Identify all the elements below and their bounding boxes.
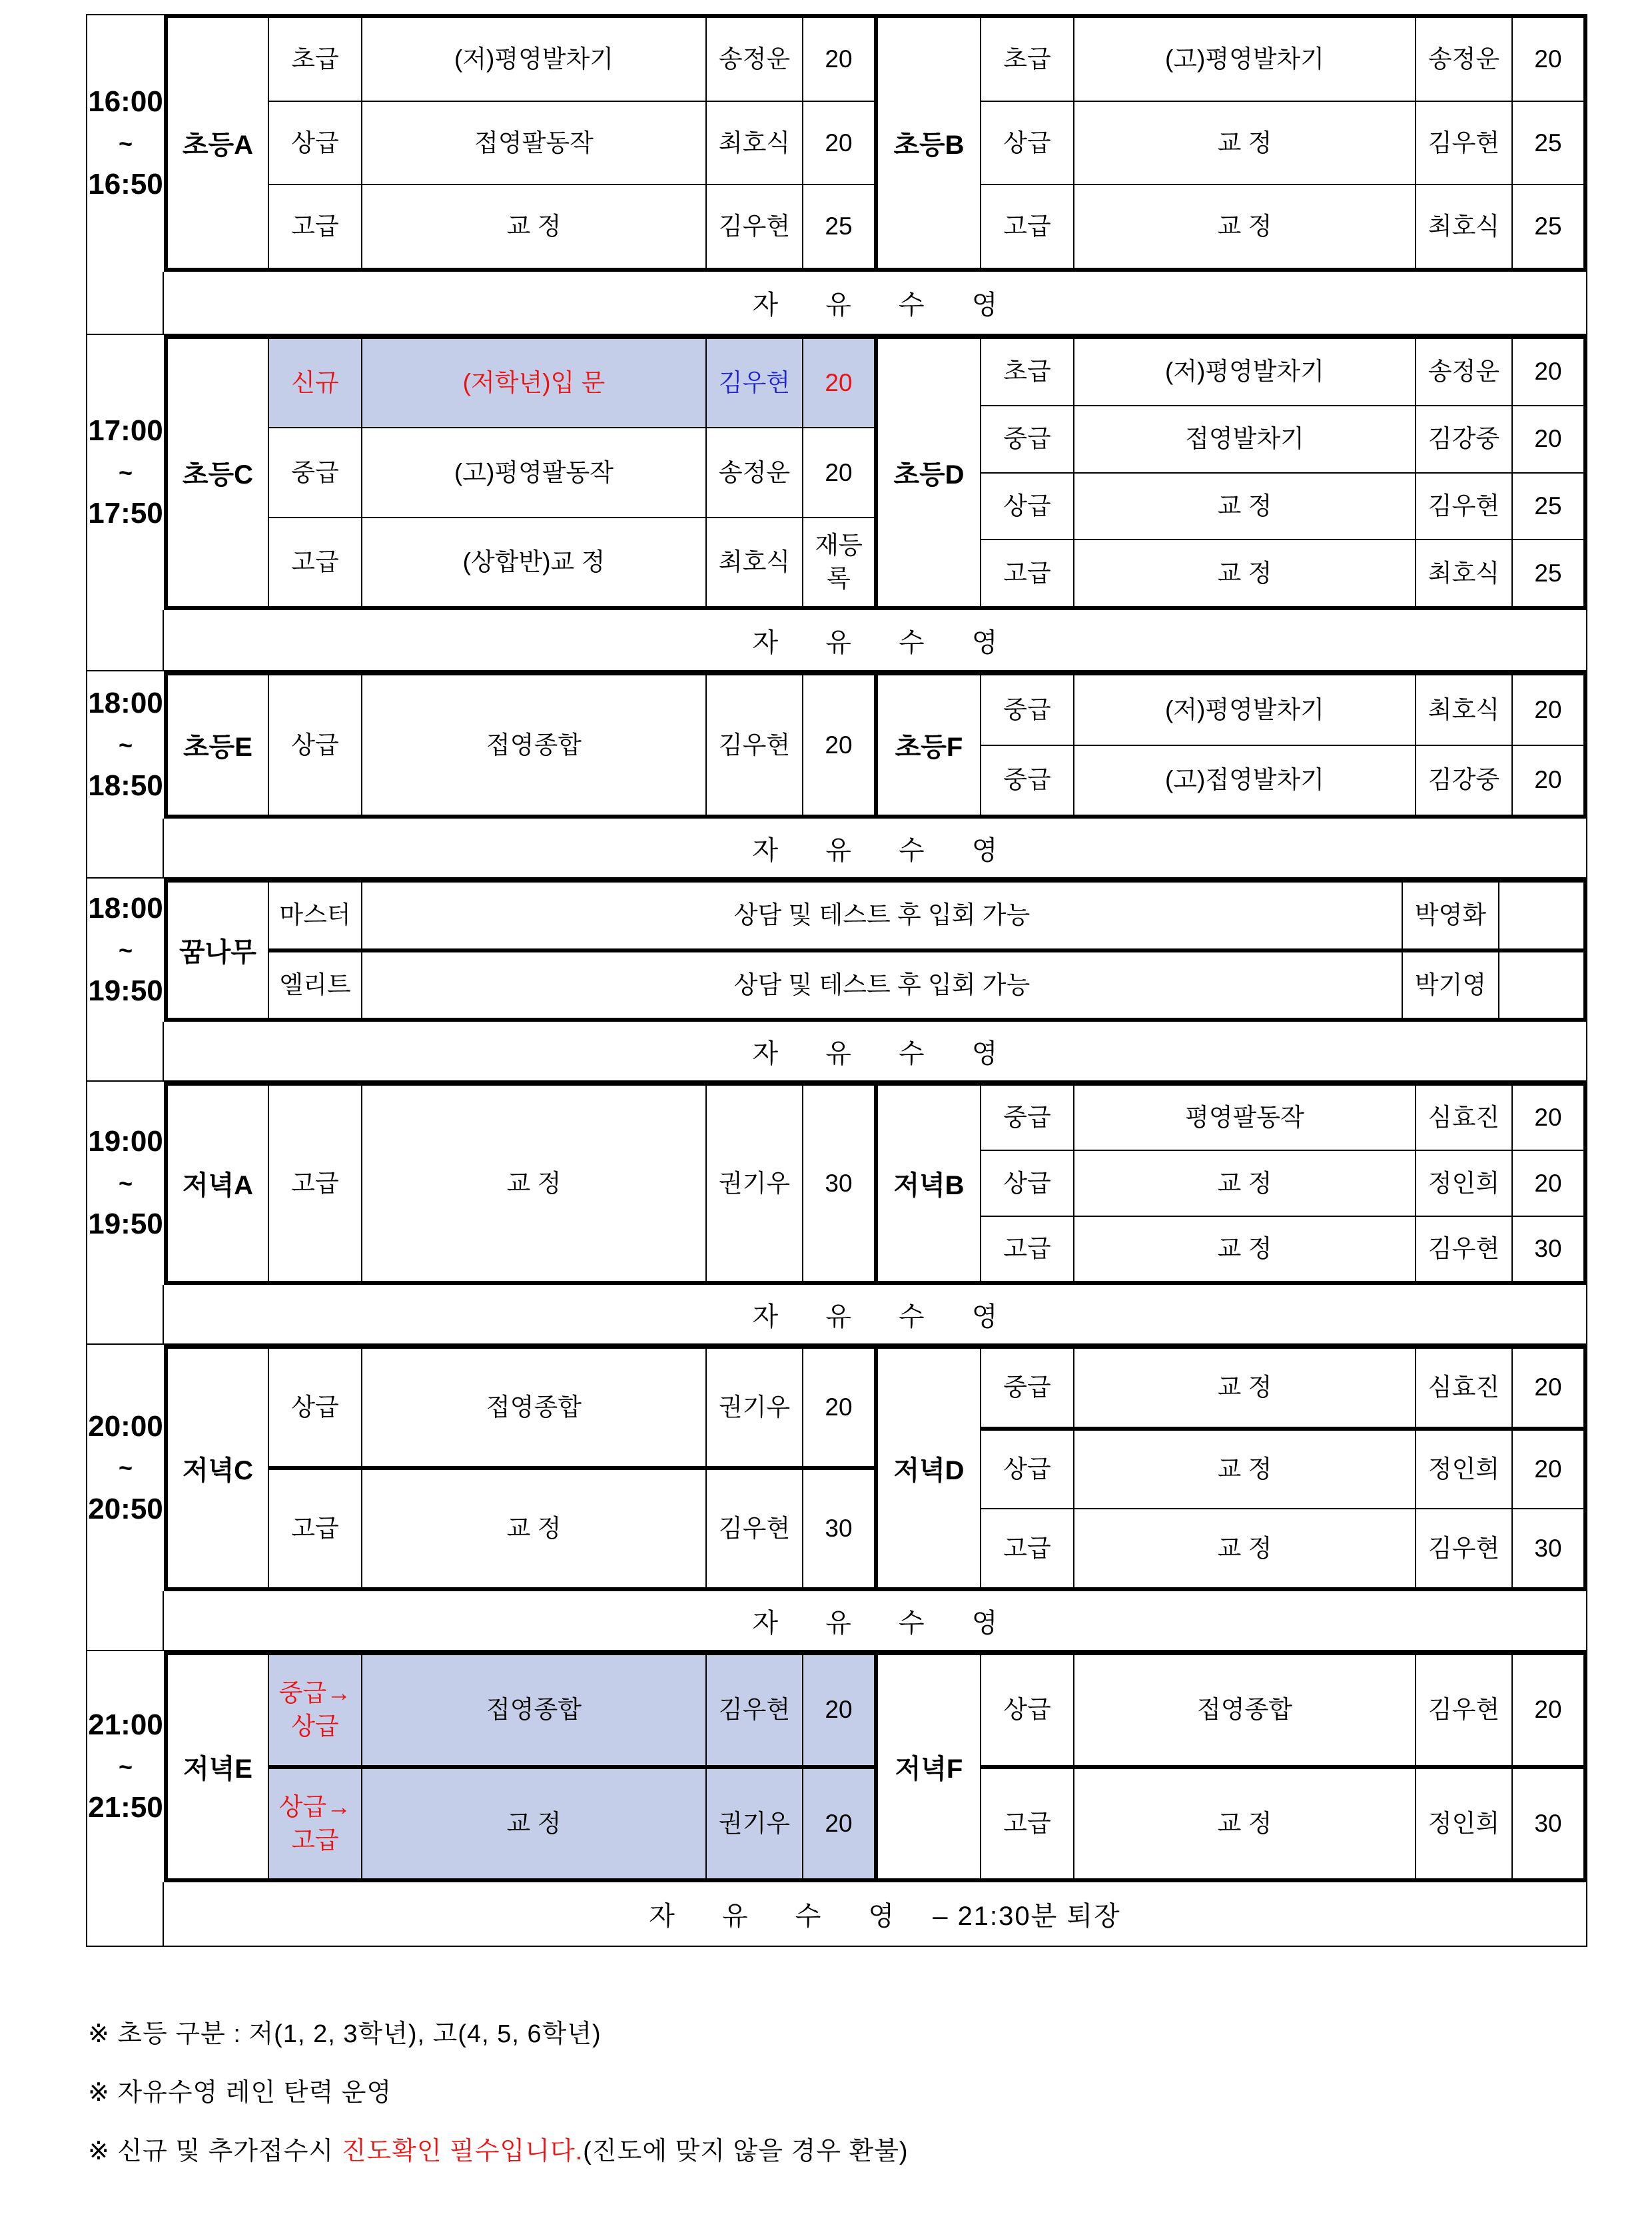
level-cell: 고급 [981, 1769, 1074, 1879]
course-cell: 교 정 [1074, 1217, 1416, 1281]
course-cell: 교 정 [1074, 1151, 1416, 1215]
level-cell: 중급 [981, 1349, 1074, 1427]
level-cell: 고급 [269, 518, 362, 606]
table-row [981, 1769, 1583, 1879]
time-column-empty [86, 272, 164, 335]
table-row [981, 474, 1583, 541]
table-row [981, 1349, 1583, 1431]
course-cell: (저)평영발차기 [362, 18, 707, 101]
block-left-half [168, 1349, 874, 1587]
instructor-cell: 권기우 [707, 1769, 803, 1879]
table-row [269, 675, 874, 815]
time-end: 18:50 [88, 769, 163, 803]
table-row [981, 339, 1583, 406]
table-row [269, 185, 874, 268]
time-start: 19:00 [88, 1125, 163, 1158]
level-cell: 중급 [981, 746, 1074, 815]
count-cell: 20 [1534, 1169, 1562, 1197]
level-cell: 중급→상급 [269, 1655, 362, 1765]
time-end: 17:50 [88, 497, 163, 530]
course-cell: 상담 및 테스트 후 입회 가능 [362, 883, 1403, 948]
time-band-2000 [86, 1345, 1587, 1591]
block-left-half [168, 675, 874, 815]
free-swim-label: 자 유 수 영 [752, 290, 1018, 320]
table-row [269, 1470, 874, 1587]
time-tilde: ~ [118, 1752, 133, 1780]
count-cell: 20 [1534, 425, 1562, 453]
instructor-cell: 김강중 [1416, 746, 1513, 815]
instructor-cell: 최호식 [707, 518, 803, 606]
count-cell: 30 [1534, 1234, 1562, 1262]
instructor-cell: 정인희 [1416, 1431, 1513, 1509]
instructor-cell: 박영화 [1403, 883, 1499, 948]
course-cell: 교 정 [362, 185, 707, 268]
table-row [981, 406, 1583, 474]
count-cell: 20 [803, 1655, 874, 1765]
free-swim-label: 자 유 수 영 [752, 1301, 1018, 1331]
course-cell: 평영팔동작 [1074, 1086, 1416, 1150]
count-cell: 20 [1534, 1373, 1562, 1401]
free-swim-label: 자 유 수 영 [752, 1038, 1018, 1068]
level-cell: 상급→고급 [269, 1769, 362, 1879]
block-left-half [168, 1655, 874, 1878]
level-cell: 신규 [269, 339, 362, 427]
group-label: 꿈나무 [168, 883, 269, 1018]
time-label [86, 879, 164, 1022]
free-swim-label: 자 유 수 영 [752, 835, 1018, 865]
instructor-cell: 심효진 [1416, 1086, 1513, 1150]
count-cell: 20 [803, 339, 874, 427]
count-cell: 재등록 [815, 531, 863, 592]
table-row [981, 1151, 1583, 1216]
count-cell: 20 [1534, 45, 1562, 73]
note-line: ※ 자유수영 레인 탄력 운영 [88, 2079, 392, 2107]
time-end: 21:50 [88, 1791, 163, 1824]
time-start: 16:00 [88, 85, 163, 119]
block-wide [168, 883, 1583, 1018]
count-cell: 20 [1534, 1696, 1562, 1724]
level-cell: 상급 [981, 1655, 1074, 1765]
time-tilde: ~ [118, 936, 133, 964]
group-label: 저녁C [168, 1349, 269, 1587]
table-row-level-up-highlight [269, 1769, 874, 1879]
course-cell: 접영종합 [362, 675, 707, 815]
free-swim-label: 자 유 수 영 [752, 1608, 1018, 1638]
course-cell: (저)평영발차기 [1074, 339, 1416, 405]
class-block [164, 1345, 1587, 1591]
schedule-table [86, 14, 1587, 1947]
course-cell: 교 정 [362, 1086, 707, 1281]
table-row [981, 102, 1583, 186]
course-cell: 접영종합 [362, 1655, 707, 1765]
table-row [981, 185, 1583, 268]
class-block [164, 14, 1587, 272]
time-label [86, 1651, 164, 1882]
time-end: 19:50 [88, 1208, 163, 1241]
instructor-cell: 김우현 [1416, 102, 1513, 185]
time-tilde: ~ [118, 731, 133, 759]
instructor-cell: 심효진 [1416, 1349, 1513, 1427]
table-row [981, 1431, 1583, 1510]
course-cell: (저)평영발차기 [1074, 675, 1416, 745]
count-cell: 20 [1534, 358, 1562, 386]
course-cell: 교 정 [362, 1470, 707, 1587]
instructor-cell: 권기우 [707, 1086, 803, 1281]
free-swim-row [164, 1285, 1587, 1345]
time-label [86, 1345, 164, 1591]
instructor-cell: 송정운 [1416, 339, 1513, 405]
table-row-level-up-highlight [269, 1655, 874, 1769]
time-column-empty [86, 1285, 164, 1345]
time-tilde: ~ [118, 458, 133, 486]
level-cell: 중급 [269, 428, 362, 516]
count-cell: 20 [1534, 695, 1562, 723]
count-cell: 25 [825, 212, 853, 240]
time-label [86, 14, 164, 272]
group-label: 초등E [168, 675, 269, 815]
course-cell: (저학년)입 문 [362, 339, 707, 427]
count-cell: 25 [1534, 492, 1562, 520]
count-cell: 20 [825, 129, 853, 157]
course-cell: (상합반)교 정 [362, 518, 707, 606]
level-cell: 고급 [269, 185, 362, 268]
level-cell: 엘리트 [269, 952, 362, 1018]
course-cell: (고)평영팔동작 [362, 428, 707, 516]
count-cell: 30 [825, 1169, 853, 1197]
group-label: 저녁F [878, 1655, 981, 1878]
time-start: 20:00 [88, 1409, 163, 1443]
course-cell: 교 정 [1074, 185, 1416, 268]
free-swim-row [164, 1022, 1587, 1082]
free-swim-band [86, 1285, 1587, 1345]
level-cell: 중급 [981, 1086, 1074, 1150]
free-swim-row [164, 610, 1587, 671]
instructor-cell: 박기영 [1403, 952, 1499, 1018]
table-row [981, 1655, 1583, 1769]
count-cell: 20 [825, 1393, 853, 1421]
block-left-half [168, 18, 874, 268]
table-row [269, 952, 1583, 1018]
block-left-half [168, 1086, 874, 1281]
group-label: 저녁A [168, 1086, 269, 1281]
block-right-half [874, 1349, 1583, 1587]
course-cell: 교 정 [1074, 1509, 1416, 1587]
level-cell: 고급 [981, 1509, 1074, 1587]
count-cell: 20 [825, 731, 853, 759]
level-cell: 중급 [981, 675, 1074, 745]
instructor-cell: 김우현 [707, 185, 803, 268]
count-cell: 20 [1534, 766, 1562, 794]
count-cell: 20 [825, 458, 853, 486]
table-row [981, 540, 1583, 606]
level-cell: 상급 [981, 1431, 1074, 1509]
level-cell: 고급 [269, 1086, 362, 1281]
table-row [269, 102, 874, 186]
note-red-warning: 진도확인 필수입니다. [341, 2137, 584, 2165]
free-swim-band [86, 272, 1587, 335]
table-row [269, 1086, 874, 1281]
time-column-empty [86, 610, 164, 671]
instructor-cell: 김우현 [707, 675, 803, 815]
time-start: 17:00 [88, 414, 163, 448]
free-swim-label: 자 유 수 영 [649, 1902, 915, 1931]
free-swim-band [86, 610, 1587, 671]
count-cell: 30 [1534, 1534, 1562, 1562]
free-swim-row [164, 819, 1587, 879]
table-row [981, 18, 1583, 102]
level-cell: 상급 [981, 102, 1074, 185]
level-cell: 고급 [981, 185, 1074, 268]
level-cell: 고급 [269, 1470, 362, 1587]
course-cell: 교 정 [1074, 1769, 1416, 1879]
course-cell: 교 정 [1074, 540, 1416, 606]
time-band-1600 [86, 14, 1587, 272]
time-tilde: ~ [118, 1169, 133, 1197]
time-column-empty [86, 1882, 164, 1947]
free-swim-row [164, 1591, 1587, 1651]
time-label [86, 1082, 164, 1285]
group-label: 초등A [168, 18, 269, 268]
count-cell: 25 [1534, 212, 1562, 240]
instructor-cell: 김우현 [1416, 1509, 1513, 1587]
time-start: 18:00 [88, 687, 163, 720]
count-cell [1499, 883, 1583, 948]
level-cell: 고급 [981, 540, 1074, 606]
free-swim-band [86, 1022, 1587, 1082]
level-cell: 상급 [981, 1151, 1074, 1215]
table-row [269, 428, 874, 518]
count-cell: 30 [825, 1515, 853, 1543]
count-cell: 20 [1534, 1455, 1562, 1483]
course-cell: 교 정 [1074, 474, 1416, 540]
table-row [981, 1509, 1583, 1587]
table-row [269, 18, 874, 102]
course-cell: 교 정 [362, 1769, 707, 1879]
instructor-cell: 최호식 [1416, 540, 1513, 606]
level-cell: 상급 [269, 1349, 362, 1466]
instructor-cell: 김우현 [1416, 1655, 1513, 1765]
instructor-cell: 김강중 [1416, 406, 1513, 472]
time-start: 18:00 [88, 892, 163, 925]
time-start: 21:00 [88, 1708, 163, 1742]
level-cell: 고급 [981, 1217, 1074, 1281]
time-tilde: ~ [118, 1454, 133, 1482]
count-cell: 20 [1534, 1104, 1562, 1132]
course-cell: 교 정 [1074, 102, 1416, 185]
group-label: 저녁B [878, 1086, 981, 1281]
note-line: ※ 초등 구분 : 저(1, 2, 3학년), 고(4, 5, 6학년) [88, 2020, 602, 2048]
time-label [86, 335, 164, 610]
instructor-cell: 정인희 [1416, 1769, 1513, 1879]
note-prefix: ※ 신규 및 추가접수시 [88, 2137, 342, 2165]
group-label: 초등B [878, 18, 981, 268]
instructor-cell: 송정운 [707, 428, 803, 516]
note-line [88, 2130, 909, 2167]
time-label [86, 671, 164, 819]
class-block [164, 335, 1587, 610]
course-cell: (고)접영발차기 [1074, 746, 1416, 815]
group-label: 초등C [168, 339, 269, 606]
instructor-cell: 김우현 [707, 1655, 803, 1765]
count-cell: 25 [1534, 129, 1562, 157]
time-column-empty [86, 1591, 164, 1651]
level-cell: 마스터 [269, 883, 362, 948]
course-cell: 접영종합 [362, 1349, 707, 1466]
time-column-empty [86, 819, 164, 879]
time-end: 16:50 [88, 168, 163, 201]
course-cell: 접영발차기 [1074, 406, 1416, 472]
block-right-half [874, 1086, 1583, 1281]
group-label: 초등F [878, 675, 981, 815]
instructor-cell: 권기우 [707, 1349, 803, 1466]
time-end: 19:50 [88, 974, 163, 1008]
count-cell: 20 [803, 1769, 874, 1879]
table-row [981, 675, 1583, 746]
course-cell: 접영종합 [1074, 1655, 1416, 1765]
table-row-new-highlight [269, 339, 874, 428]
instructor-cell: 정인희 [1416, 1151, 1513, 1215]
free-swim-row [164, 272, 1587, 335]
table-row [981, 746, 1583, 815]
block-left-half [168, 339, 874, 606]
free-swim-band [86, 819, 1587, 879]
footnotes [88, 2013, 909, 2189]
time-band-1700 [86, 335, 1587, 610]
block-right-half [874, 339, 1583, 606]
class-block [164, 1651, 1587, 1882]
level-cell: 중급 [981, 406, 1074, 472]
count-cell: 20 [825, 45, 853, 73]
group-label: 저녁D [878, 1349, 981, 1587]
course-cell: (고)평영발차기 [1074, 18, 1416, 101]
count-cell: 25 [1534, 559, 1562, 587]
instructor-cell: 최호식 [1416, 675, 1513, 745]
block-right-half [874, 1655, 1583, 1878]
course-cell: 교 정 [1074, 1349, 1416, 1427]
level-cell: 상급 [269, 102, 362, 185]
table-row [981, 1217, 1583, 1281]
instructor-cell: 김우현 [707, 1470, 803, 1587]
group-label: 초등D [878, 339, 981, 606]
time-band-kkumnamu [86, 879, 1587, 1022]
class-block [164, 879, 1587, 1022]
block-right-half [874, 675, 1583, 815]
course-cell: 접영팔동작 [362, 102, 707, 185]
level-cell: 초급 [269, 18, 362, 101]
instructor-cell: 송정운 [707, 18, 803, 101]
level-cell: 초급 [981, 18, 1074, 101]
course-cell: 상담 및 테스트 후 입회 가능 [362, 952, 1403, 1018]
instructor-cell: 김우현 [1416, 474, 1513, 540]
time-column-empty [86, 1022, 164, 1082]
course-cell: 교 정 [1074, 1431, 1416, 1509]
level-cell: 초급 [981, 339, 1074, 405]
count-cell [1499, 952, 1583, 1018]
class-block [164, 1082, 1587, 1285]
table-row [981, 1086, 1583, 1151]
free-swim-row [164, 1882, 1587, 1947]
free-swim-exit-time: – 21:30분 퇴장 [933, 1902, 1121, 1931]
table-row [269, 883, 1583, 952]
time-end: 20:50 [88, 1492, 163, 1525]
free-swim-band-last [86, 1882, 1587, 1947]
table-row [269, 518, 874, 606]
class-block [164, 671, 1587, 819]
time-tilde: ~ [118, 129, 133, 157]
time-band-1800 [86, 671, 1587, 819]
time-band-2100 [86, 1651, 1587, 1882]
note-suffix: (진도에 맞지 않을 경우 환불) [583, 2137, 909, 2165]
time-band-1900 [86, 1082, 1587, 1285]
instructor-cell: 김우현 [707, 339, 803, 427]
count-cell: 30 [1534, 1809, 1562, 1837]
group-label: 저녁E [168, 1655, 269, 1878]
instructor-cell: 최호식 [1416, 185, 1513, 268]
instructor-cell: 김우현 [1416, 1217, 1513, 1281]
block-right-half [874, 18, 1583, 268]
level-cell: 상급 [981, 474, 1074, 540]
free-swim-band [86, 1591, 1587, 1651]
instructor-cell: 송정운 [1416, 18, 1513, 101]
level-cell: 상급 [269, 675, 362, 815]
instructor-cell: 최호식 [707, 102, 803, 185]
table-row [269, 1349, 874, 1470]
free-swim-label: 자 유 수 영 [752, 627, 1018, 657]
